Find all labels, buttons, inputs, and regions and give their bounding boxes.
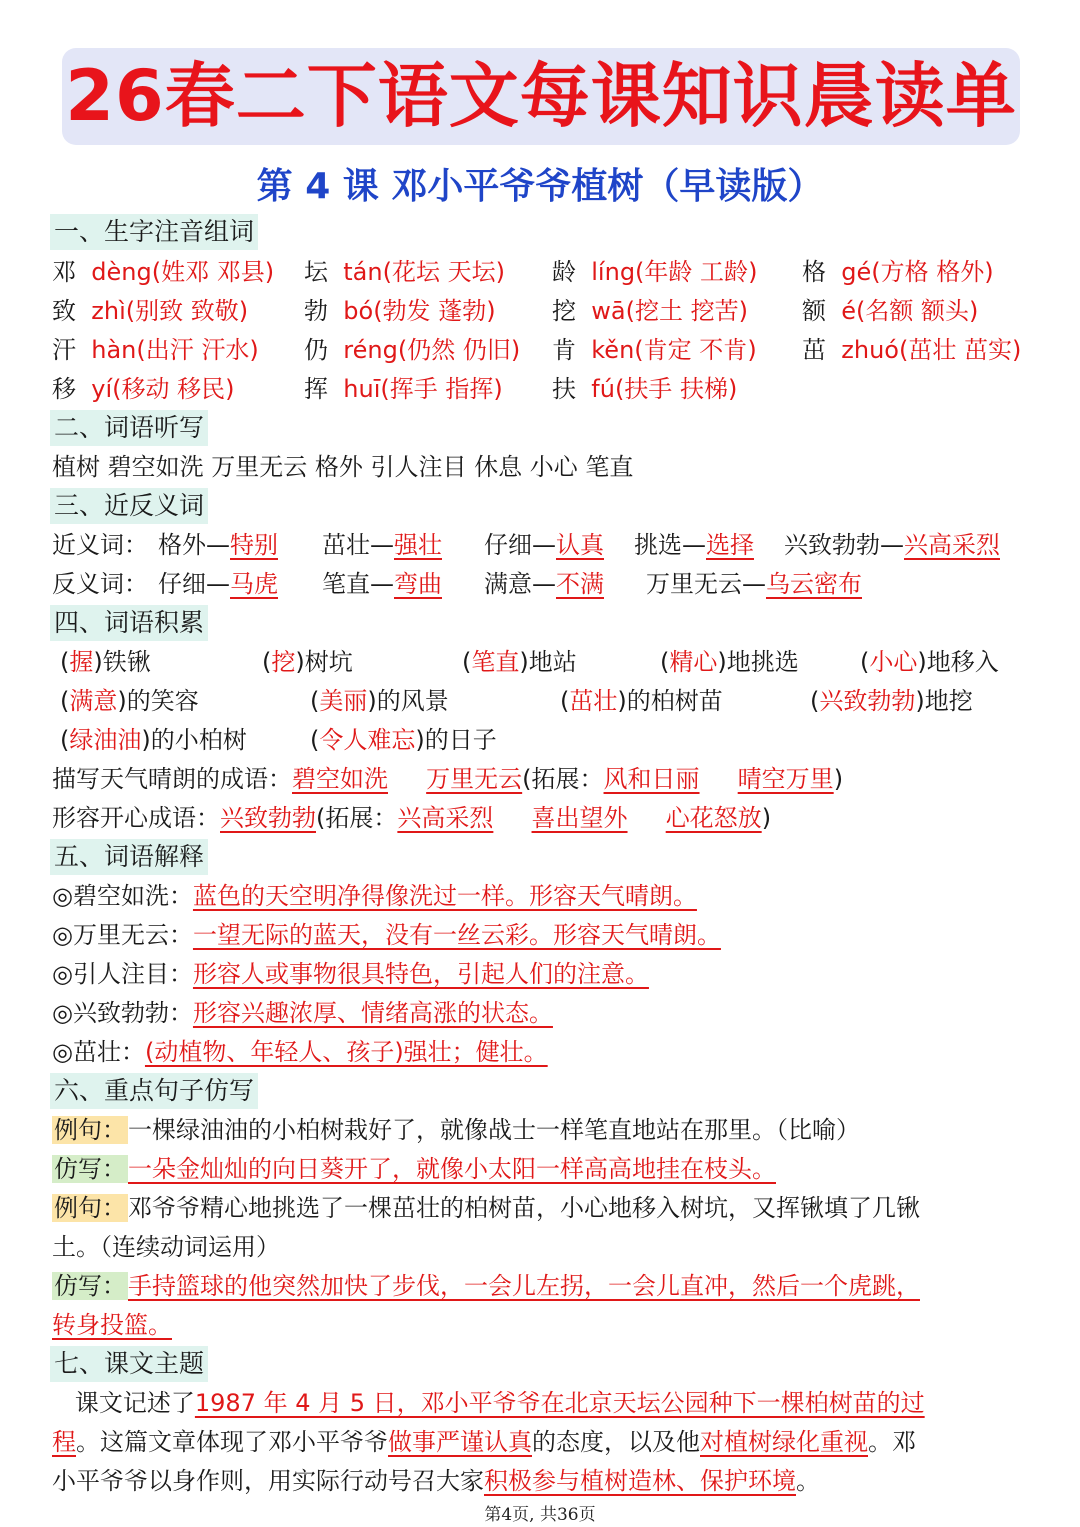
- char: 挥: [304, 375, 328, 403]
- pinyin: bó: [343, 297, 374, 325]
- char-row-2: [52, 294, 1052, 328]
- page-footer: 第4页, 共36页: [484, 1505, 596, 1525]
- phrase: (笔直)地站: [462, 648, 577, 676]
- pinyin: huī: [343, 375, 381, 403]
- words: 出汗 汗水: [145, 336, 250, 364]
- char-entry: 挖 wā(挖土 挖苦): [552, 297, 748, 325]
- char-row-1: [52, 255, 1052, 289]
- char-entry: 肯 kěn(肯定 不肯): [552, 336, 757, 364]
- pinyin: gé: [841, 258, 872, 286]
- imitation-label: 仿写：: [54, 1272, 126, 1300]
- imitation-sentence-2: 仿写：手持篮球的他突然加快了步伐，一会儿左拐，一会儿直冲，然后一个虎跳，: [54, 1272, 920, 1300]
- pinyin: wā: [591, 297, 626, 325]
- char: 坛: [304, 258, 328, 286]
- char-row-3: [52, 333, 1052, 367]
- antonyms-label: 反义词：: [52, 570, 148, 598]
- example-label: 例句：: [54, 1194, 126, 1222]
- imitation-sentence-1: 仿写：一朵金灿灿的向日葵开了，就像小太阳一样高高地挂在枝头。: [54, 1155, 776, 1183]
- words: 年龄 工龄: [644, 258, 749, 286]
- antonyms-row: [52, 567, 1052, 601]
- example-sentence-1: 例句：一棵绿油油的小柏树栽好了，就像战士一样笔直地站在那里。（比喻）: [54, 1116, 860, 1144]
- char: 邓: [52, 258, 76, 286]
- section-6-heading: 六、重点句子仿写: [50, 1073, 258, 1109]
- char: 茁: [802, 336, 826, 364]
- example-label: 例句：: [54, 1116, 126, 1144]
- pinyin: hàn: [91, 336, 137, 364]
- char: 汗: [52, 336, 76, 364]
- phrase-row-1: [52, 645, 1052, 679]
- char-entry: 移 yí(移动 移民): [52, 375, 235, 403]
- phrase: (令人难忘)的日子: [310, 726, 497, 754]
- words: 勃发 蓬勃: [382, 297, 487, 325]
- char: 仍: [304, 336, 328, 364]
- char-entry: 扶 fú(扶手 扶梯): [552, 375, 738, 403]
- antonym-pair: 万里无云—乌云密布: [646, 570, 862, 598]
- phrase-row-2: [52, 684, 1052, 718]
- section-1-heading: 一、生字注音组词: [50, 214, 258, 250]
- words: 花坛 天坛: [391, 258, 496, 286]
- section-2-heading: 二、词语听写: [50, 410, 208, 446]
- section-3-heading: 三、近反义词: [50, 488, 208, 524]
- char-row-4: [52, 372, 1052, 406]
- explanation: ◎兴致勃勃：形容兴趣浓厚、情绪高涨的状态。: [52, 999, 553, 1027]
- theme-line-2: 程。这篇文章体现了邓小平爷爷做事严谨认真的态度，以及他对植树绿化重视。邓: [52, 1428, 916, 1456]
- happy-idioms: 形容开心成语：兴致勃勃(拓展：兴高采烈 喜出望外 心花怒放): [52, 804, 772, 832]
- synonyms-row: [52, 528, 1052, 562]
- synonym-pair: 挑选—选择: [634, 531, 754, 559]
- antonym-pair: 笔直—弯曲: [322, 570, 442, 598]
- char-entry: 汗 hàn(出汗 汗水): [52, 336, 259, 364]
- char: 肯: [552, 336, 576, 364]
- char: 挖: [552, 297, 576, 325]
- title-part-1: 26春二下语文: [65, 55, 520, 137]
- pinyin: tán: [343, 258, 383, 286]
- words: 别致 致敬: [135, 297, 239, 325]
- example-sentence-2: 例句：邓爷爷精心地挑选了一棵茁壮的柏树苗，小心地移入树坑，又挥锹填了几锹: [54, 1194, 920, 1222]
- antonym-pair: 满意—不满: [484, 570, 604, 598]
- char: 勃: [304, 297, 328, 325]
- section-5-heading: 五、词语解释: [50, 839, 208, 875]
- theme-line-1: 课文记述了1987 年 4 月 5 日，邓小平爷爷在北京天坛公园种下一棵柏树苗的过: [74, 1389, 925, 1417]
- theme-line-3: 小平爷爷以身作则，用实际行动号召大家积极参与植树造林、保护环境。: [52, 1467, 820, 1495]
- explanation: ◎碧空如洗：蓝色的天空明净得像洗过一样。形容天气晴朗。: [52, 882, 697, 910]
- pinyin: é: [841, 297, 857, 325]
- phrase: (握)铁锹: [60, 648, 151, 676]
- example-sentence-2-cont: 土。（连续动词运用）: [52, 1233, 280, 1261]
- phrase: (小心)地移入: [860, 648, 999, 676]
- char: 龄: [552, 258, 576, 286]
- words: 仍然 仍旧: [407, 336, 511, 364]
- char-entry: 茁 zhuó(茁壮 茁实): [802, 336, 1022, 364]
- synonym-pair: 兴致勃勃—兴高采烈: [784, 531, 1000, 559]
- pinyin: réng: [343, 336, 398, 364]
- phrase: (美丽)的风景: [310, 687, 449, 715]
- words: 姓邓 邓县: [161, 258, 265, 286]
- lesson-title: 第 4 课 邓小平爷爷植树（早读版）: [256, 166, 824, 207]
- pinyin: zhuó: [841, 336, 899, 364]
- pinyin: dèng: [91, 258, 152, 286]
- explanation: ◎茁壮：(动植物、年轻人、孩子)强壮；健壮。: [52, 1038, 548, 1066]
- words: 名额 额头: [865, 297, 970, 325]
- char-entry: 坛 tán(花坛 天坛): [304, 258, 505, 286]
- char-entry: 格 gé(方格 格外): [802, 258, 994, 286]
- section-4-heading: 四、词语积累: [50, 605, 208, 641]
- pinyin: fú: [591, 375, 615, 403]
- title-part-2: 每课知识晨读单: [519, 55, 1017, 137]
- explanation: ◎引人注目：形容人或事物很具特色，引起人们的注意。: [52, 960, 649, 988]
- pinyin: líng: [591, 258, 636, 286]
- words: 扶手 扶梯: [624, 375, 728, 403]
- phrase: (茁壮)的柏树苗: [560, 687, 723, 715]
- phrase: (兴致勃勃)地挖: [810, 687, 973, 715]
- char: 额: [802, 297, 826, 325]
- char: 扶: [552, 375, 576, 403]
- pinyin: kěn: [591, 336, 635, 364]
- char-entry: 龄 líng(年龄 工龄): [552, 258, 758, 286]
- synonyms-label: 近义词：: [52, 531, 148, 559]
- page-title: [62, 48, 1020, 145]
- pinyin: yí: [91, 375, 113, 403]
- words: 肯定 不肯: [643, 336, 748, 364]
- phrase: (挖)树坑: [262, 648, 353, 676]
- phrase: (满意)的笑容: [60, 687, 199, 715]
- char-entry: 邓 dèng(姓邓 邓县): [52, 258, 275, 286]
- words: 挥手 指挥: [389, 375, 494, 403]
- char: 致: [52, 297, 76, 325]
- phrase: (精心)地挑选: [660, 648, 799, 676]
- pinyin: zhì: [91, 297, 126, 325]
- words: 移动 移民: [121, 375, 226, 403]
- explanation: ◎万里无云：一望无际的蓝天，没有一丝云彩。形容天气晴朗。: [52, 921, 721, 949]
- dictation-words: 植树 碧空如洗 万里无云 格外 引人注目 休息 小心 笔直: [52, 453, 634, 481]
- char-entry: 额 é(名额 额头): [802, 297, 979, 325]
- synonym-pair: 格外—特别: [158, 531, 278, 559]
- char: 移: [52, 375, 76, 403]
- phrase: (绿油油)的小柏树: [60, 726, 247, 754]
- antonym-pair: 仔细—马虎: [158, 570, 278, 598]
- char: 格: [802, 258, 826, 286]
- char-entry: 致 zhì(别致 致敬): [52, 297, 249, 325]
- words: 方格 格外: [880, 258, 985, 286]
- section-7-heading: 七、课文主题: [50, 1346, 208, 1382]
- char-entry: 仍 réng(仍然 仍旧): [304, 336, 521, 364]
- imitation-sentence-2-cont: 转身投篮。: [52, 1311, 172, 1339]
- synonym-pair: 茁壮—强壮: [322, 531, 442, 559]
- sunny-idioms: 描写天气晴朗的成语：碧空如洗 万里无云(拓展：风和日丽 晴空万里): [52, 765, 844, 793]
- char-entry: 勃 bó(勃发 蓬勃): [304, 297, 496, 325]
- phrase-row-3: [52, 723, 1052, 757]
- words: 挖土 挖苦: [634, 297, 739, 325]
- imitation-label: 仿写：: [54, 1155, 126, 1183]
- char-entry: 挥 huī(挥手 指挥): [304, 375, 503, 403]
- title-banner: [62, 48, 1020, 145]
- words: 茁壮 茁实: [908, 336, 1012, 364]
- synonym-pair: 仔细—认真: [484, 531, 604, 559]
